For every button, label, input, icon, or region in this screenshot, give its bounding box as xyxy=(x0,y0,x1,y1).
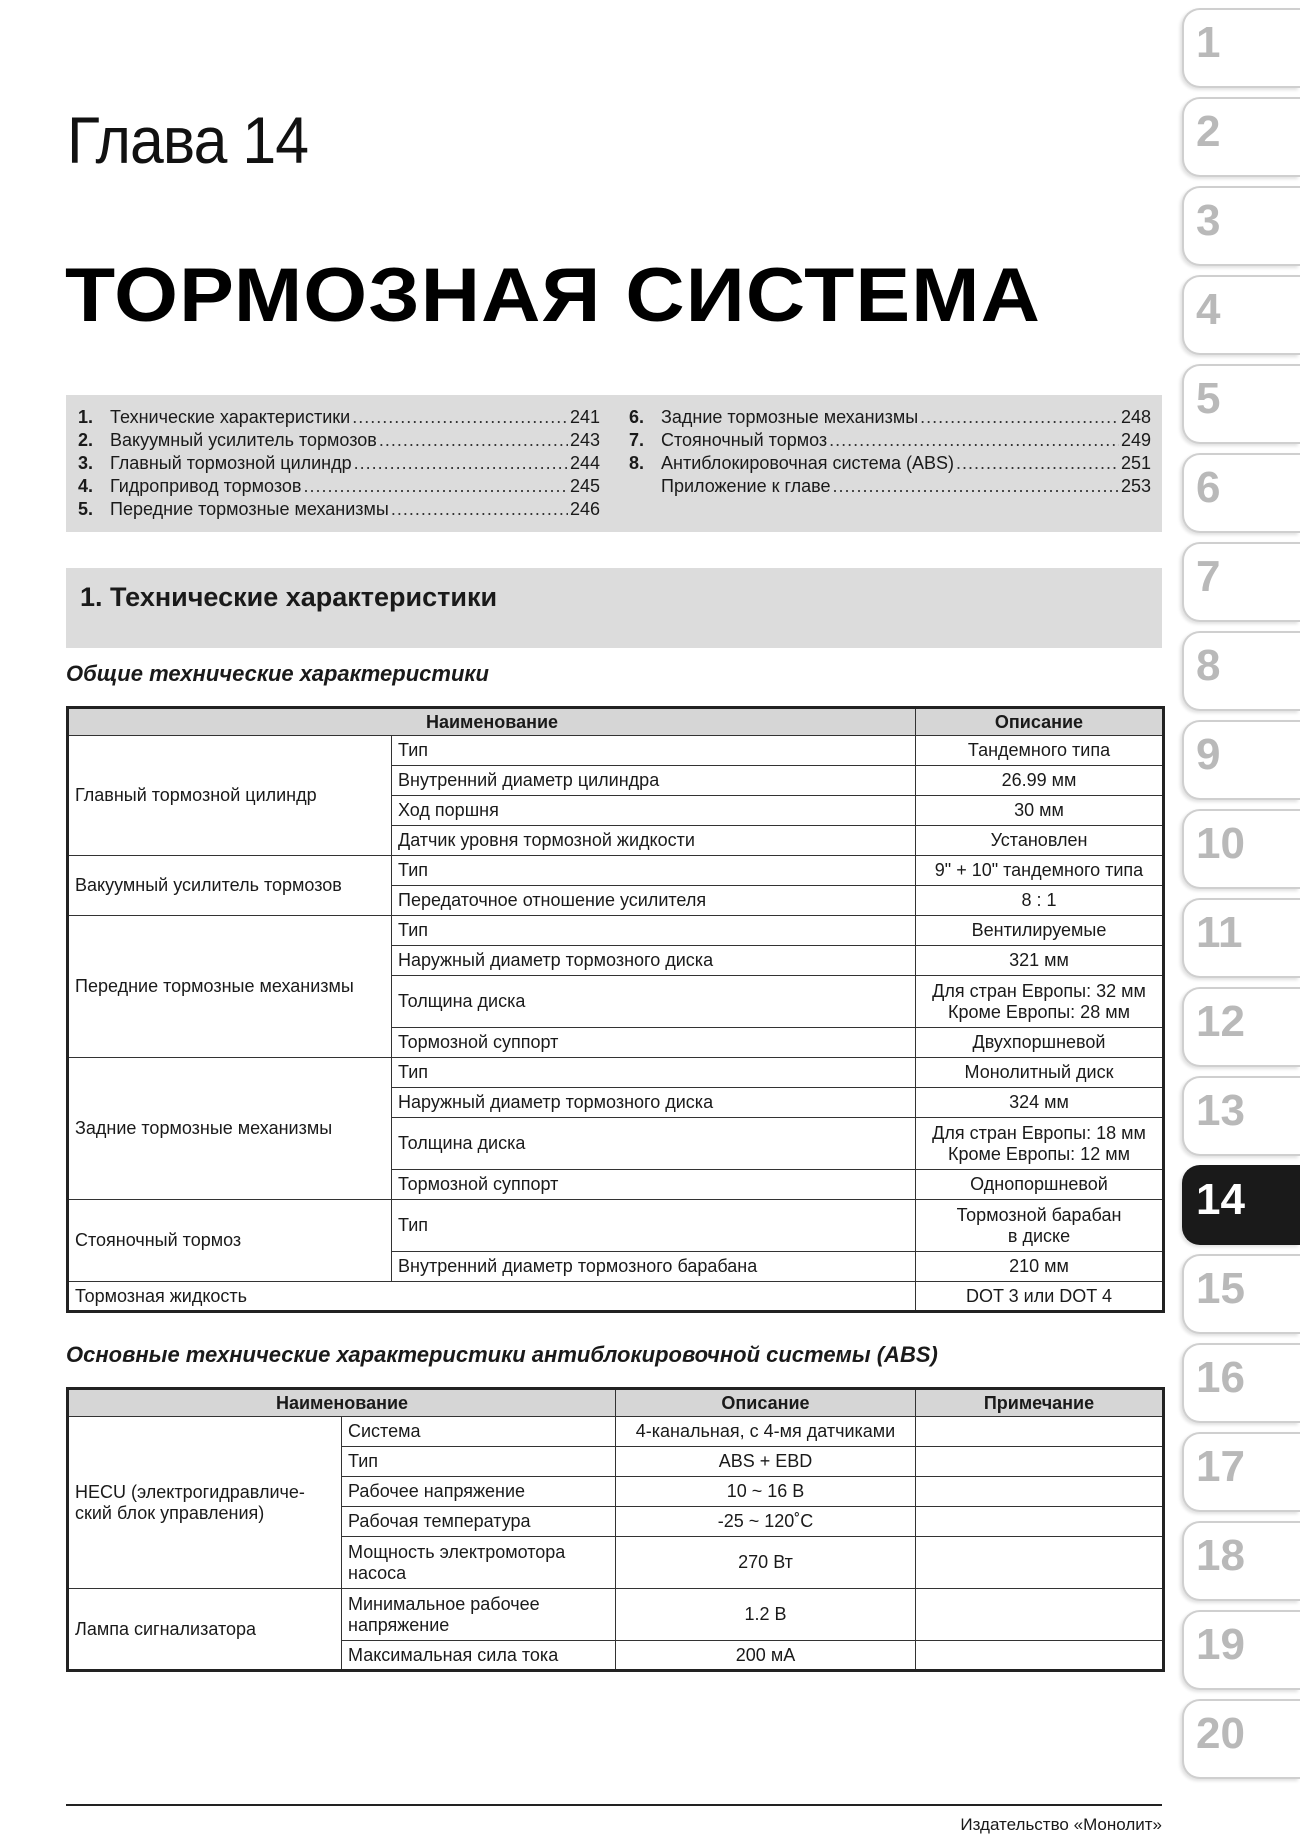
toc-num: 1. xyxy=(78,407,94,427)
chapter-tab-3[interactable] xyxy=(1182,186,1300,266)
param-cell: Тип xyxy=(392,916,916,946)
table-row xyxy=(68,1417,1164,1447)
param-cell: Наружный диаметр тормозного диска xyxy=(392,1088,916,1118)
param-cell: Тип xyxy=(392,1058,916,1088)
param-cell: Рабочая температура xyxy=(342,1507,616,1537)
chapter-tab-16[interactable] xyxy=(1182,1343,1300,1423)
chapter-title: ТОРМОЗНАЯ СИСТЕМА xyxy=(65,253,1041,338)
value-cell: ABS + EBD xyxy=(616,1447,916,1477)
param-cell xyxy=(342,1589,616,1641)
group-cell: Стояночный тормоз xyxy=(68,1200,392,1282)
tab-number: 19 xyxy=(1196,1620,1245,1669)
chapter-tab-19[interactable] xyxy=(1182,1610,1300,1690)
abs-specs-title: Основные технические характеристики антиблокировочной системы (ABS) xyxy=(66,1342,938,1367)
tab-number: 14 xyxy=(1196,1175,1245,1224)
chapter-tab-1[interactable] xyxy=(1182,8,1300,88)
section-heading: 1. Технические характеристики xyxy=(80,582,498,612)
value-cell: Тандемного типа xyxy=(916,736,1164,766)
group-cell: Задние тормозные механизмы xyxy=(68,1058,392,1200)
toc-page: 249 xyxy=(1120,430,1151,450)
group-cell xyxy=(68,1417,342,1589)
chapter-tab-10[interactable] xyxy=(1182,809,1300,889)
value-cell: 1.2 В xyxy=(616,1589,916,1641)
toc-page: 251 xyxy=(1120,453,1151,473)
tab-number: 5 xyxy=(1196,374,1221,423)
value-cell: 321 мм xyxy=(916,946,1164,976)
header-desc: Описание xyxy=(616,1389,916,1417)
toc-text: Вакуумный усилитель тормозов xyxy=(110,430,377,450)
param-cell: Тип xyxy=(392,736,916,766)
note-cell xyxy=(916,1641,1164,1671)
chapter-tab-2[interactable] xyxy=(1182,97,1300,177)
toc-item[interactable] xyxy=(629,453,1151,476)
table-row xyxy=(68,1058,1164,1088)
footer-divider xyxy=(66,1804,1162,1806)
header-note: Примечание xyxy=(916,1389,1164,1417)
param-cell: Внутренний диаметр цилиндра xyxy=(392,766,916,796)
value-line: в диске xyxy=(1007,1225,1071,1246)
toc-num: 2. xyxy=(78,430,94,450)
toc-item[interactable] xyxy=(78,499,600,522)
param-cell: Тормозной суппорт xyxy=(392,1028,916,1058)
param-cell: Тип xyxy=(342,1447,616,1477)
value-cell: 4-канальная, с 4-мя датчиками xyxy=(616,1417,916,1447)
toc-leader xyxy=(920,407,1119,428)
tab-number: 8 xyxy=(1196,641,1221,690)
tab-number: 20 xyxy=(1196,1709,1245,1758)
general-specs-table xyxy=(66,706,1165,1313)
value-cell: 30 мм xyxy=(916,796,1164,826)
toc-page: 241 xyxy=(569,407,600,427)
group-cell: Лампа сигнализатора xyxy=(68,1589,342,1671)
tab-number: 17 xyxy=(1196,1442,1245,1491)
toc-text: Технические характеристики xyxy=(110,407,351,427)
toc-text: Гидропривод тормозов xyxy=(110,476,302,496)
tab-number: 4 xyxy=(1196,285,1221,334)
value-line: Для стран Европы: 18 мм xyxy=(932,1122,1146,1143)
value-cell: Однопоршневой xyxy=(916,1170,1164,1200)
value-line: Кроме Европы: 28 мм xyxy=(948,1001,1130,1022)
table-row xyxy=(68,856,1164,886)
toc-text: Приложение к главе xyxy=(661,476,831,496)
chapter-tab-6[interactable] xyxy=(1182,453,1300,533)
toc-page: 245 xyxy=(569,476,600,496)
value-cell: 210 мм xyxy=(916,1252,1164,1282)
chapter-tab-7[interactable] xyxy=(1182,542,1300,622)
toc-right-column xyxy=(629,407,1151,499)
chapter-tab-5[interactable] xyxy=(1182,364,1300,444)
value-cell xyxy=(916,976,1164,1028)
section-heading-band xyxy=(66,568,1162,648)
param-cell: Тип xyxy=(392,1200,916,1252)
toc-num: 3. xyxy=(78,453,94,473)
toc-num: 5. xyxy=(78,499,94,519)
value-cell: 200 мА xyxy=(616,1641,916,1671)
table-header-row xyxy=(68,1389,1164,1417)
toc-page: 253 xyxy=(1120,476,1151,496)
param-cell: Толщина диска xyxy=(392,976,916,1028)
value-cell xyxy=(916,1200,1164,1252)
param-cell: Толщина диска xyxy=(392,1118,916,1170)
tab-number: 11 xyxy=(1196,908,1243,957)
chapter-tab-11[interactable] xyxy=(1182,898,1300,978)
abs-specs-table xyxy=(66,1387,1165,1672)
param-cell xyxy=(342,1537,616,1589)
note-cell xyxy=(916,1417,1164,1447)
toc-leader xyxy=(354,453,568,474)
note-cell xyxy=(916,1589,1164,1641)
header-desc: Описание xyxy=(916,708,1164,736)
toc-num: 8. xyxy=(629,453,645,473)
toc-item[interactable] xyxy=(78,407,600,430)
tab-number: 12 xyxy=(1196,997,1245,1046)
tab-number: 3 xyxy=(1196,196,1221,245)
toc-text: Стояночный тормоз xyxy=(661,430,828,450)
table-header-row xyxy=(68,708,1164,736)
group-cell: Передние тормозные механизмы xyxy=(68,916,392,1058)
value-cell: Установлен xyxy=(916,826,1164,856)
toc-item[interactable] xyxy=(78,430,600,453)
chapter-tab-20[interactable] xyxy=(1182,1699,1300,1779)
param-cell: Передаточное отношение усилителя xyxy=(392,886,916,916)
toc-leader xyxy=(303,476,567,497)
publisher-credit: Издательство «Монолит» xyxy=(960,1815,1162,1834)
tab-number: 7 xyxy=(1196,552,1221,601)
toc-leader xyxy=(833,476,1119,497)
note-cell xyxy=(916,1537,1164,1589)
toc-left-column xyxy=(78,407,600,522)
note-cell xyxy=(916,1447,1164,1477)
note-cell xyxy=(916,1477,1164,1507)
general-specs-title: Общие технические характеристики xyxy=(66,661,489,686)
toc-num: 7. xyxy=(629,430,645,450)
toc-text: Задние тормозные механизмы xyxy=(661,407,919,427)
tab-number: 6 xyxy=(1196,463,1221,512)
note-cell xyxy=(916,1507,1164,1537)
toc-leader xyxy=(379,430,568,451)
param-cell: Система xyxy=(342,1417,616,1447)
param-cell: Внутренний диаметр тормозного барабана xyxy=(392,1252,916,1282)
tab-number: 10 xyxy=(1196,819,1245,868)
header-name: Наименование xyxy=(68,1389,616,1417)
toc-num: 6. xyxy=(629,407,645,427)
param-cell: Наружный диаметр тормозного диска xyxy=(392,946,916,976)
value-cell: -25 ~ 120˚C xyxy=(616,1507,916,1537)
param-cell: Тип xyxy=(392,856,916,886)
chapter-tab-15[interactable] xyxy=(1182,1254,1300,1334)
toc-text: Главный тормозной цилиндр xyxy=(110,453,352,473)
toc-leader xyxy=(829,430,1119,451)
value-line: Тормозной барабан xyxy=(956,1204,1122,1225)
value-cell: 270 Вт xyxy=(616,1537,916,1589)
chapter-tab-9[interactable] xyxy=(1182,720,1300,800)
tab-number: 15 xyxy=(1196,1264,1245,1313)
toc-item[interactable] xyxy=(629,430,1151,453)
table-row xyxy=(68,736,1164,766)
toc-page: 244 xyxy=(569,453,600,473)
param-cell: Максимальная сила тока xyxy=(342,1641,616,1671)
toc-text: Передние тормозные механизмы xyxy=(110,499,389,519)
value-cell: 8 : 1 xyxy=(916,886,1164,916)
value-cell: 26.99 мм xyxy=(916,766,1164,796)
table-row xyxy=(68,916,1164,946)
table-row xyxy=(68,1282,1164,1312)
chapter-tab-4[interactable] xyxy=(1182,275,1300,355)
value-line: Для стран Европы: 32 мм xyxy=(932,980,1146,1001)
tab-number: 2 xyxy=(1196,107,1221,156)
group-line: ский блок управления) xyxy=(75,1502,265,1523)
toc-page: 243 xyxy=(569,430,600,450)
toc-item[interactable] xyxy=(78,453,600,476)
chapter-tab-18[interactable] xyxy=(1182,1521,1300,1601)
value-cell: 9" + 10" тандемного типа xyxy=(916,856,1164,886)
tab-number: 16 xyxy=(1196,1353,1245,1402)
value-cell: 10 ~ 16 В xyxy=(616,1477,916,1507)
param-line: насоса xyxy=(348,1562,407,1583)
tab-number: 18 xyxy=(1196,1531,1245,1580)
group-cell: Вакуумный усилитель тормозов xyxy=(68,856,392,916)
toc-leader xyxy=(391,499,568,520)
toc-item[interactable] xyxy=(78,476,600,499)
chapter-tab-13[interactable] xyxy=(1182,1076,1300,1156)
toc-leader xyxy=(956,453,1119,474)
table-row xyxy=(68,1200,1164,1252)
value-cell: 324 мм xyxy=(916,1088,1164,1118)
param-cell: Тормозной суппорт xyxy=(392,1170,916,1200)
value-cell: Вентилируемые xyxy=(916,916,1164,946)
value-cell: Двухпоршневой xyxy=(916,1028,1164,1058)
value-line: Кроме Европы: 12 мм xyxy=(948,1143,1130,1164)
toc-num: 4. xyxy=(78,476,94,496)
toc-leader xyxy=(352,407,568,428)
param-cell: Рабочее напряжение xyxy=(342,1477,616,1507)
table-of-contents xyxy=(66,395,1162,532)
chapter-tab-8[interactable] xyxy=(1182,631,1300,711)
chapter-tabs xyxy=(1178,0,1300,1839)
group-cell: Главный тормозной цилиндр xyxy=(68,736,392,856)
tab-number: 13 xyxy=(1196,1086,1245,1135)
toc-page: 248 xyxy=(1120,407,1151,427)
header-name: Наименование xyxy=(68,708,916,736)
tab-number: 9 xyxy=(1196,730,1221,779)
toc-page: 246 xyxy=(569,499,600,519)
chapter-tab-14[interactable] xyxy=(1182,1165,1300,1245)
value-cell: Монолитный диск xyxy=(916,1058,1164,1088)
chapter-tab-17[interactable] xyxy=(1182,1432,1300,1512)
tab-number: 1 xyxy=(1196,18,1221,67)
param-cell: Тормозная жидкость xyxy=(68,1282,916,1312)
param-cell: Датчик уровня тормозной жидкости xyxy=(392,826,916,856)
toc-text: Антиблокировочная система (ABS) xyxy=(661,453,954,473)
value-cell xyxy=(916,1118,1164,1170)
chapter-label: Глава 14 xyxy=(67,103,309,177)
group-line: HECU (электрогидравличе- xyxy=(75,1481,305,1502)
table-row xyxy=(68,1589,1164,1641)
value-cell: DOT 3 или DOT 4 xyxy=(916,1282,1164,1312)
param-line: Мощность электромотора xyxy=(348,1541,566,1562)
toc-item[interactable] xyxy=(629,476,1151,499)
chapter-tab-12[interactable] xyxy=(1182,987,1300,1067)
param-line: Минимальное рабочее xyxy=(348,1593,540,1614)
toc-item[interactable] xyxy=(629,407,1151,430)
param-cell: Ход поршня xyxy=(392,796,916,826)
param-line: напряжение xyxy=(348,1614,450,1635)
